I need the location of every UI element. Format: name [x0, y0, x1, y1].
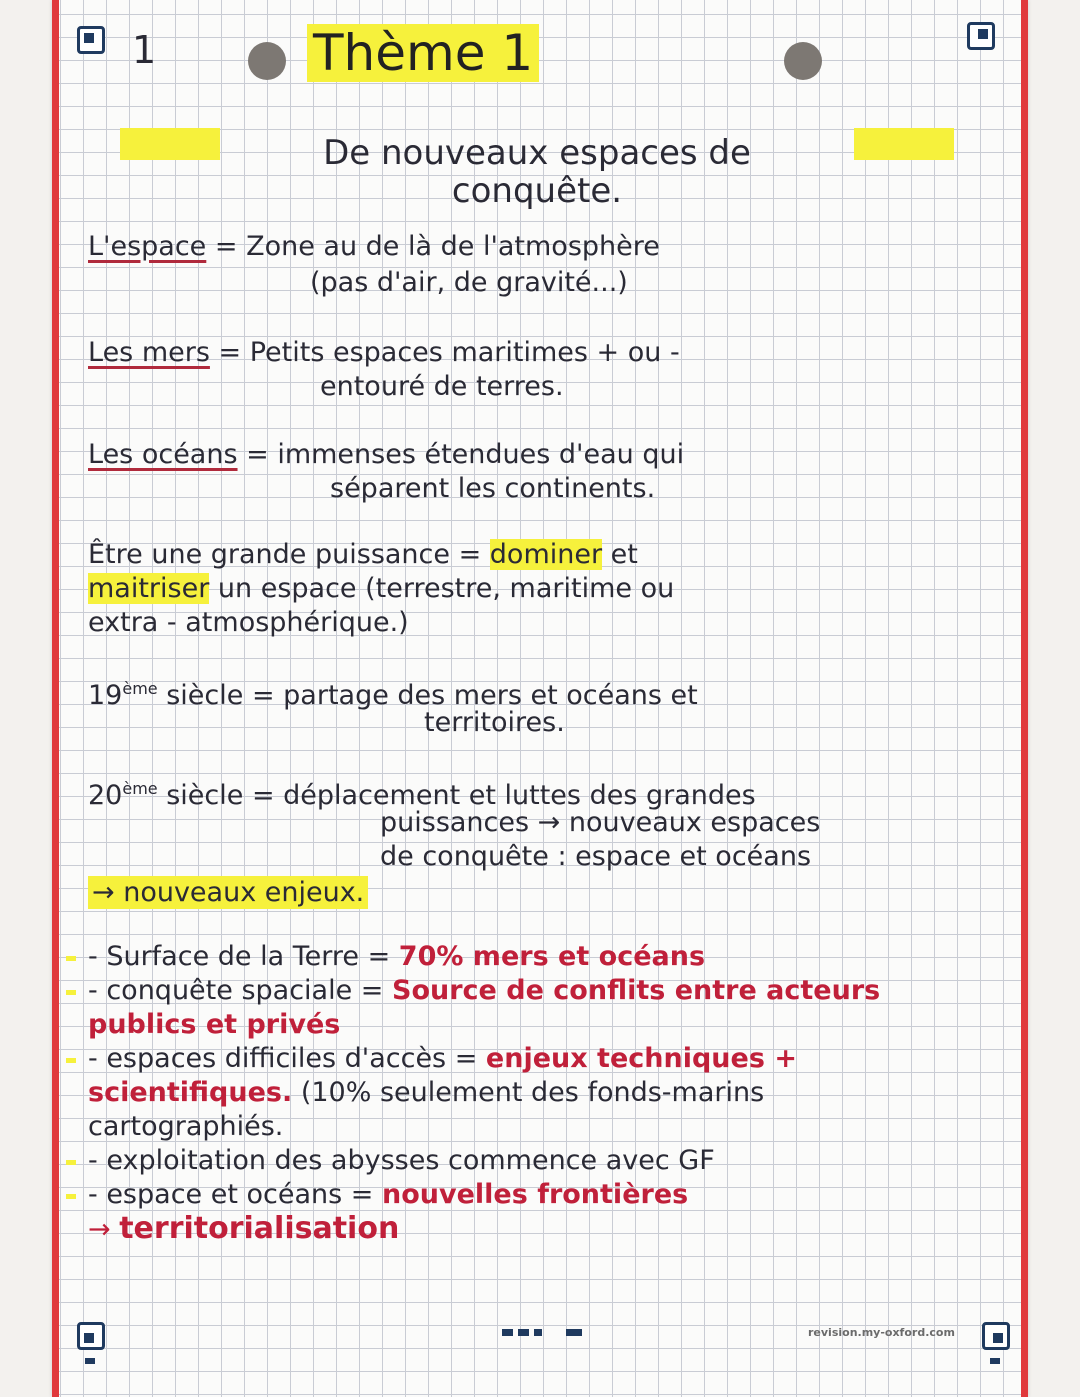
- bullet-continuation: publics et privés: [88, 1009, 341, 1040]
- page-subtitle: De nouveaux espaces de conquête.: [323, 133, 751, 211]
- bullet-highlight: [66, 1160, 76, 1165]
- bullet-item: - exploitation des abysses commence avec GF: [88, 1145, 715, 1176]
- century-19-detail: territoires.: [424, 707, 565, 738]
- definition-detail: séparent les continents.: [330, 473, 656, 504]
- corner-marker-icon: [967, 22, 995, 50]
- page-title: Thème 1: [307, 24, 539, 82]
- definition-detail: (pas d'air, de gravité...): [310, 267, 628, 298]
- footer-mark: [502, 1329, 513, 1336]
- bullet-continuation: cartographiés.: [88, 1111, 284, 1142]
- corner-marker-icon: [77, 26, 105, 54]
- definition-espace: L'espace = Zone au de là de l'atmosphère: [88, 231, 660, 262]
- footer-mark: [534, 1329, 542, 1336]
- definition-mers: Les mers = Petits espaces maritimes + ou -: [88, 337, 680, 368]
- highlight-mark: [854, 128, 954, 160]
- binder-hole: [784, 42, 822, 80]
- left-margin-line: [52, 0, 59, 1397]
- bullet-highlight: [66, 1058, 76, 1063]
- bullet-highlight: [66, 1194, 76, 1199]
- page-number: 1: [132, 28, 157, 72]
- century-20-line: 20ème siècle = déplacement et luttes des grandes: [88, 779, 756, 811]
- definition-oceans: Les océans = immenses étendues d'eau qui: [88, 439, 685, 470]
- bullet-item: - espace et océans = nouvelles frontières: [88, 1179, 689, 1210]
- corner-tick-icon: [990, 1358, 1000, 1364]
- puissance-line: extra - atmosphérique.): [88, 607, 409, 638]
- puissance-line: maitriser un espace (terrestre, maritime ou: [88, 573, 675, 604]
- definition-term: Les mers: [88, 337, 210, 368]
- definition-term: Les océans: [88, 439, 238, 470]
- corner-marker-icon: [982, 1322, 1010, 1350]
- binder-hole: [248, 42, 286, 80]
- bullet-item: - Surface de la Terre = 70% mers et océans: [88, 941, 706, 972]
- century-19-line: 19ème siècle = partage des mers et océans et: [88, 679, 698, 711]
- corner-marker-icon: [77, 1322, 105, 1350]
- definition-term: L'espace: [88, 231, 207, 262]
- century-20-detail: de conquête : espace et océans: [380, 841, 812, 872]
- bullet-item: - conquête spaciale = Source de conflits entre acteurs: [88, 975, 881, 1006]
- footer-mark: [566, 1329, 582, 1336]
- highlight-mark: [120, 128, 220, 160]
- puissance-line: Être une grande puissance = dominer et: [88, 539, 638, 570]
- bullet-continuation: scientifiques. (10% seulement des fonds-marins: [88, 1077, 765, 1108]
- enjeux-heading: → nouveaux enjeux.: [88, 876, 368, 909]
- right-margin-line: [1021, 0, 1028, 1397]
- bullet-conclusion: → territorialisation: [88, 1211, 400, 1246]
- bullet-highlight: [66, 990, 76, 995]
- century-20-detail: puissances → nouveaux espaces: [380, 807, 821, 838]
- notebook-page: [52, 0, 1028, 1397]
- footer-mark: [518, 1329, 529, 1336]
- bullet-item: - espaces difficiles d'accès = enjeux techniques +: [88, 1043, 797, 1074]
- bullet-highlight: [66, 956, 76, 961]
- corner-tick-icon: [85, 1358, 95, 1364]
- definition-detail: entouré de terres.: [320, 371, 564, 402]
- footer-site: revision.my-oxford.com: [808, 1326, 955, 1339]
